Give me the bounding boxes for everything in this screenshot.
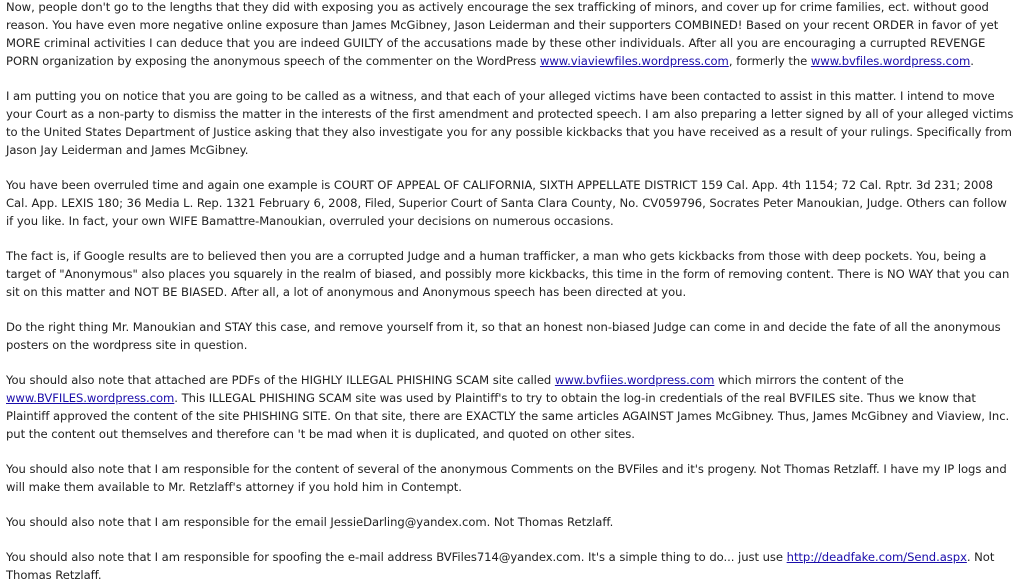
paragraph-spacer — [6, 301, 1016, 318]
paragraph-spacer — [6, 443, 1016, 460]
paragraph-6-text-b: which mirrors the content of the — [714, 373, 904, 387]
paragraph-1-text-a: Now, people don't go to the lengths that they did with exposing you as actively encourage the sex trafficking of minors, and cover up for crime families, ect. without good reason. You have even more negative online exposure than James McGibney, Jason Leiderman and their supporters COMBINED! Based on your recent ORDER in favor of yet MORE criminal activities I can deduce that you are indeed GUILTY of the accusations made by these other individuals. After all you are encouraging a currupted REVENGE PORN organization by exposing the anonymous speech of the commenter on the WordPress — [6, 0, 999, 68]
bvfiles-link[interactable]: www.bvfiles.wordpress.com — [810, 54, 971, 68]
paragraph-8: You should also note that I am responsible for the email JessieDarling@yandex.com. Not Thomas Retzlaff. — [6, 515, 614, 529]
paragraph-spacer — [6, 531, 1016, 548]
paragraph-6-text-a: You should also note that attached are PDFs of the HIGHLY ILLEGAL PHISHING SCAM site called — [6, 373, 555, 387]
paragraph-6-text-c: . This ILLEGAL PHISHING SCAM site was used by Plaintiff's to try to obtain the log-in credentials of the real BVFILES site. Thus we know that Plaintiff approved the content of the site PHISHING SITE. On that site, there are EXACTLY the same articles AGAINST James McGibney. Thus, James McGibney and Viaview, Inc. put the content out themselves and therefore can 't be mad when it is duplicated, and quoted on other sites. — [6, 391, 1010, 441]
paragraph-9-text-a: You should also note that I am responsible for spoofing the e-mail address BVFiles714@yandex.com. It's a simple thing to do... just use — [6, 550, 787, 564]
paragraph-1-text-c: . — [970, 54, 974, 68]
paragraph-4: The fact is, if Google results are to believed then you are a corrupted Judge and a human trafficker, a man who gets kickbacks from those with deep pockets. You, being a target of "Anonymous" also places you squarely in the realm of biased, and possibly more kickbacks, this time in the form of removing content. There is NO WAY that you can sit on this matter and NOT BE BIASED. After all, a lot of anonymous and Anonymous speech has been directed at you. — [6, 249, 1010, 299]
paragraph-1-text-b: , formerly the — [728, 54, 811, 68]
paragraph-spacer — [6, 230, 1016, 247]
bvfiles-real-link[interactable]: www.BVFILES.wordpress.com — [6, 391, 175, 405]
paragraph-spacer — [6, 159, 1016, 176]
paragraph-7: You should also note that I am responsible for the content of several of the anonymous Comments on the BVFiles and it's progeny. Not Thomas Retzlaff. I have my IP logs and will make them available to Mr. Retzlaff's attorney if you hold him in Contempt. — [6, 462, 1007, 494]
paragraph-2: I am putting you on notice that you are going to be called as a witness, and that each of your alleged victims have been contacted to assist in this matter. I intend to move your Court as a non-party to dismiss the matter in the interests of the first amendment and protected speech. I am also preparing a letter signed by all of your alleged victims to the United States Department of Justice asking that they also investigate you for any possible kickbacks that you have received as a result of your rulings. Specifically from Jason Jay Leiderman and James McGibney. — [6, 89, 1014, 157]
paragraph-spacer — [6, 70, 1016, 87]
viaviewfiles-link[interactable]: www.viaviewfiles.wordpress.com — [539, 54, 729, 68]
paragraph-spacer — [6, 354, 1016, 371]
paragraph-9-text-b: . Not Thomas Retzlaff. — [6, 550, 995, 582]
paragraph-spacer — [6, 496, 1016, 513]
paragraph-5: Do the right thing Mr. Manoukian and STAY this case, and remove yourself from it, so that an honest non-biased Judge can come in and decide the fate of all the anonymous posters on the wordpress site in question. — [6, 320, 1001, 352]
paragraph-9 — [6, 548, 1016, 584]
bvfiies-phishing-link[interactable]: www.bvfiies.wordpress.com — [554, 373, 715, 387]
paragraph-6 — [6, 371, 1016, 443]
deadfake-link[interactable]: http://deadfake.com/Send.aspx — [786, 550, 967, 564]
paragraph-1 — [6, 0, 1016, 70]
paragraph-3: You have been overruled time and again one example is COURT OF APPEAL OF CALIFORNIA, SIXTH APPELLATE DISTRICT 159 Cal. App. 4th 1154; 72 Cal. Rptr. 3d 231; 2008 Cal. App. LEXIS 180; 36 Media L. Rep. 1321 February 6, 2008, Filed, Superior Court of Santa Clara County, No. CV059796, Socrates Peter Manoukian, Judge. Others can follow if you like. In fact, your own WIFE Bamattre-Manoukian, overruled your decisions on numerous occasions. — [6, 178, 1007, 228]
